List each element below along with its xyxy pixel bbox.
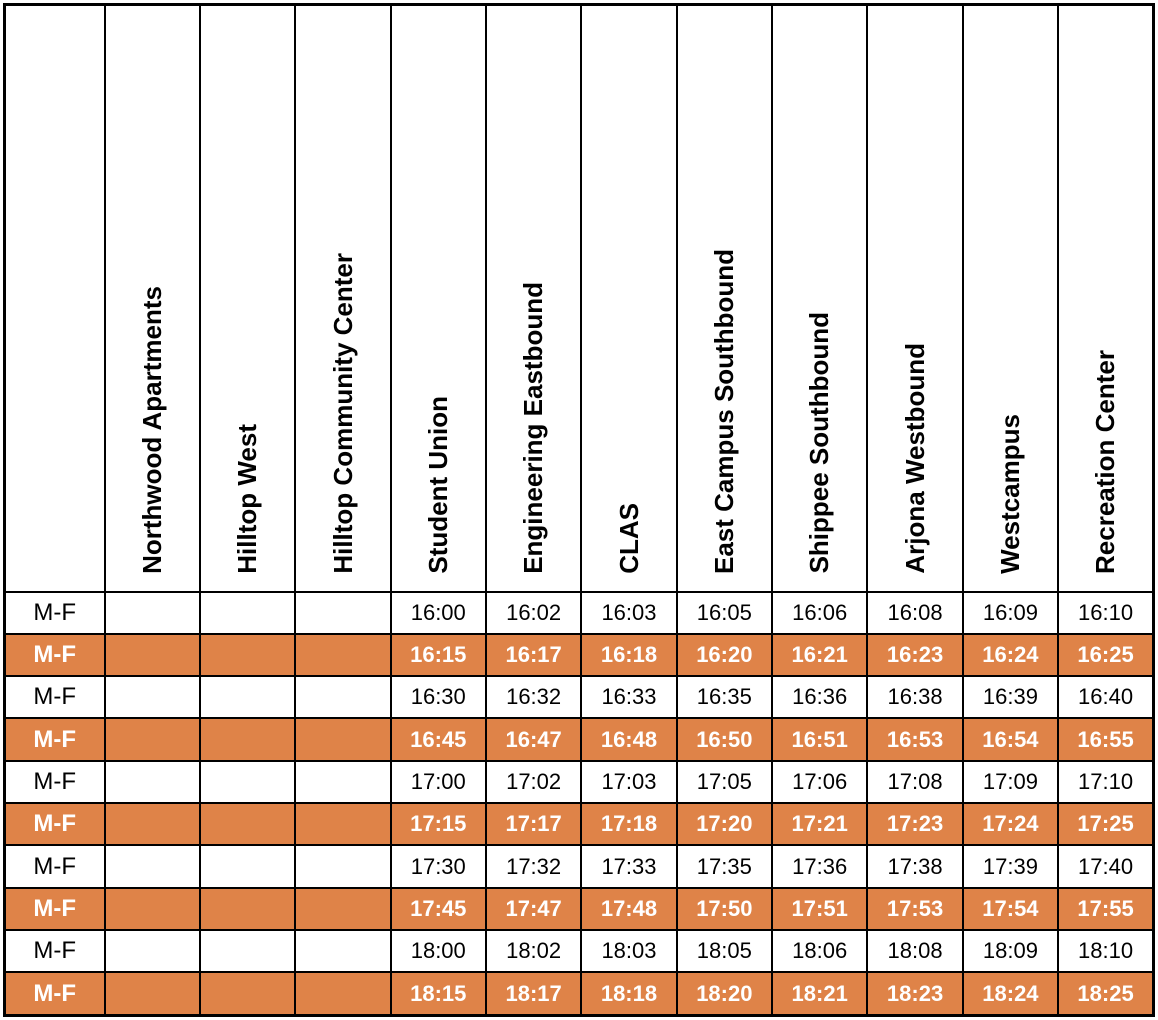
empty-cell: [105, 761, 200, 803]
schedule-body: [5, 592, 1154, 1016]
time-cell: 18:18: [581, 972, 676, 1015]
empty-cell: [105, 803, 200, 845]
time-cell: 16:10: [1058, 592, 1153, 634]
time-cell: 16:03: [581, 592, 676, 634]
row-day-label: M-F: [5, 718, 105, 760]
time-cell: 16:50: [677, 718, 772, 760]
header-row: [5, 5, 1154, 592]
empty-cell: [200, 845, 295, 887]
empty-cell: [200, 930, 295, 972]
time-cell: 18:03: [581, 930, 676, 972]
time-cell: 17:06: [772, 761, 867, 803]
column-header-arjona-westbound: [867, 5, 962, 592]
empty-cell: [105, 930, 200, 972]
time-cell: 16:45: [391, 718, 486, 760]
time-cell: 16:18: [581, 634, 676, 676]
column-header-label: Shippee Southbound: [804, 312, 835, 574]
time-cell: 16:00: [391, 592, 486, 634]
time-cell: 16:05: [677, 592, 772, 634]
empty-cell: [105, 845, 200, 887]
time-cell: 17:09: [963, 761, 1058, 803]
time-cell: 17:55: [1058, 888, 1153, 930]
table-row: [5, 972, 1154, 1015]
empty-cell: [200, 888, 295, 930]
time-cell: 17:15: [391, 803, 486, 845]
column-header-westcampus: [963, 5, 1058, 592]
column-header-label: Hilltop West: [232, 423, 263, 574]
column-header-east-campus-southbound: [677, 5, 772, 592]
column-header-student-union: [391, 5, 486, 592]
time-cell: 18:05: [677, 930, 772, 972]
row-day-label: M-F: [5, 592, 105, 634]
empty-cell: [105, 676, 200, 718]
time-cell: 17:03: [581, 761, 676, 803]
time-cell: 16:09: [963, 592, 1058, 634]
time-cell: 17:21: [772, 803, 867, 845]
time-cell: 17:39: [963, 845, 1058, 887]
time-cell: 16:24: [963, 634, 1058, 676]
column-header-label: Hilltop Community Center: [327, 252, 358, 574]
empty-cell: [105, 634, 200, 676]
time-cell: 18:23: [867, 972, 962, 1015]
time-cell: 16:39: [963, 676, 1058, 718]
row-day-label: M-F: [5, 634, 105, 676]
time-cell: 16:20: [677, 634, 772, 676]
row-day-label: M-F: [5, 930, 105, 972]
empty-cell: [295, 761, 390, 803]
time-cell: 17:54: [963, 888, 1058, 930]
time-cell: 16:47: [486, 718, 581, 760]
time-cell: 16:38: [867, 676, 962, 718]
time-cell: 18:02: [486, 930, 581, 972]
column-header-hilltop-community-center: [295, 5, 390, 592]
time-cell: 17:25: [1058, 803, 1153, 845]
time-cell: 16:30: [391, 676, 486, 718]
column-header-clas: [581, 5, 676, 592]
time-cell: 17:51: [772, 888, 867, 930]
table-row: [5, 845, 1154, 887]
row-day-label: M-F: [5, 676, 105, 718]
empty-cell: [295, 718, 390, 760]
empty-cell: [295, 930, 390, 972]
empty-cell: [295, 972, 390, 1015]
time-cell: 18:00: [391, 930, 486, 972]
time-cell: 17:32: [486, 845, 581, 887]
time-cell: 16:15: [391, 634, 486, 676]
time-cell: 16:08: [867, 592, 962, 634]
column-header-label: Student Union: [422, 395, 453, 574]
empty-cell: [295, 676, 390, 718]
time-cell: 18:10: [1058, 930, 1153, 972]
table-row: [5, 888, 1154, 930]
empty-cell: [105, 592, 200, 634]
time-cell: 17:48: [581, 888, 676, 930]
time-cell: 16:02: [486, 592, 581, 634]
time-cell: 18:20: [677, 972, 772, 1015]
time-cell: 16:23: [867, 634, 962, 676]
column-header-northwood-apartments: [105, 5, 200, 592]
time-cell: 17:18: [581, 803, 676, 845]
table-row: [5, 718, 1154, 760]
empty-cell: [200, 972, 295, 1015]
time-cell: 17:33: [581, 845, 676, 887]
bus-schedule-table: [3, 3, 1155, 1017]
empty-cell: [200, 676, 295, 718]
table-row: [5, 761, 1154, 803]
time-cell: 17:05: [677, 761, 772, 803]
time-cell: 18:06: [772, 930, 867, 972]
column-header-label: CLAS: [613, 502, 644, 574]
empty-cell: [200, 718, 295, 760]
time-cell: 16:53: [867, 718, 962, 760]
time-cell: 17:40: [1058, 845, 1153, 887]
time-cell: 18:08: [867, 930, 962, 972]
time-cell: 17:08: [867, 761, 962, 803]
time-cell: 17:47: [486, 888, 581, 930]
time-cell: 17:30: [391, 845, 486, 887]
row-day-label: M-F: [5, 845, 105, 887]
time-cell: 18:24: [963, 972, 1058, 1015]
time-cell: 16:40: [1058, 676, 1153, 718]
time-cell: 17:17: [486, 803, 581, 845]
time-cell: 18:15: [391, 972, 486, 1015]
time-cell: 16:48: [581, 718, 676, 760]
row-day-label: M-F: [5, 803, 105, 845]
column-header-engineering-eastbound: [486, 5, 581, 592]
time-cell: 18:21: [772, 972, 867, 1015]
time-cell: 18:09: [963, 930, 1058, 972]
empty-cell: [200, 592, 295, 634]
time-cell: 18:25: [1058, 972, 1153, 1015]
empty-cell: [105, 718, 200, 760]
column-header-label: Arjona Westbound: [899, 342, 930, 574]
column-header-shippee-southbound: [772, 5, 867, 592]
time-cell: 17:36: [772, 845, 867, 887]
time-cell: 16:32: [486, 676, 581, 718]
time-cell: 18:17: [486, 972, 581, 1015]
time-cell: 17:24: [963, 803, 1058, 845]
schedule-header: [5, 5, 1154, 592]
empty-cell: [295, 592, 390, 634]
time-cell: 17:35: [677, 845, 772, 887]
column-header-label: Westcampus: [995, 413, 1026, 574]
time-cell: 17:00: [391, 761, 486, 803]
time-cell: 16:36: [772, 676, 867, 718]
empty-cell: [295, 803, 390, 845]
column-header-hilltop-west: [200, 5, 295, 592]
time-cell: 17:10: [1058, 761, 1153, 803]
column-header-label: Recreation Center: [1090, 349, 1121, 574]
empty-cell: [105, 972, 200, 1015]
empty-cell: [200, 803, 295, 845]
time-cell: 16:17: [486, 634, 581, 676]
empty-cell: [295, 888, 390, 930]
time-cell: 17:23: [867, 803, 962, 845]
empty-cell: [105, 888, 200, 930]
column-header-label: East Campus Southbound: [709, 248, 740, 574]
time-cell: 17:20: [677, 803, 772, 845]
time-cell: 17:53: [867, 888, 962, 930]
empty-cell: [200, 761, 295, 803]
table-row: [5, 676, 1154, 718]
column-header-recreation-center: [1058, 5, 1153, 592]
time-cell: 17:02: [486, 761, 581, 803]
table-row: [5, 634, 1154, 676]
corner-cell: [5, 5, 105, 592]
time-cell: 16:55: [1058, 718, 1153, 760]
table-row: [5, 803, 1154, 845]
column-header-label: Northwood Apartments: [136, 285, 167, 574]
time-cell: 16:33: [581, 676, 676, 718]
row-day-label: M-F: [5, 761, 105, 803]
time-cell: 17:38: [867, 845, 962, 887]
time-cell: 16:25: [1058, 634, 1153, 676]
column-header-label: Engineering Eastbound: [518, 281, 549, 574]
empty-cell: [295, 634, 390, 676]
time-cell: 16:51: [772, 718, 867, 760]
row-day-label: M-F: [5, 972, 105, 1015]
time-cell: 16:54: [963, 718, 1058, 760]
table-row: [5, 930, 1154, 972]
table-row: [5, 592, 1154, 634]
time-cell: 16:35: [677, 676, 772, 718]
time-cell: 16:21: [772, 634, 867, 676]
time-cell: 17:50: [677, 888, 772, 930]
time-cell: 16:06: [772, 592, 867, 634]
row-day-label: M-F: [5, 888, 105, 930]
time-cell: 17:45: [391, 888, 486, 930]
empty-cell: [295, 845, 390, 887]
empty-cell: [200, 634, 295, 676]
